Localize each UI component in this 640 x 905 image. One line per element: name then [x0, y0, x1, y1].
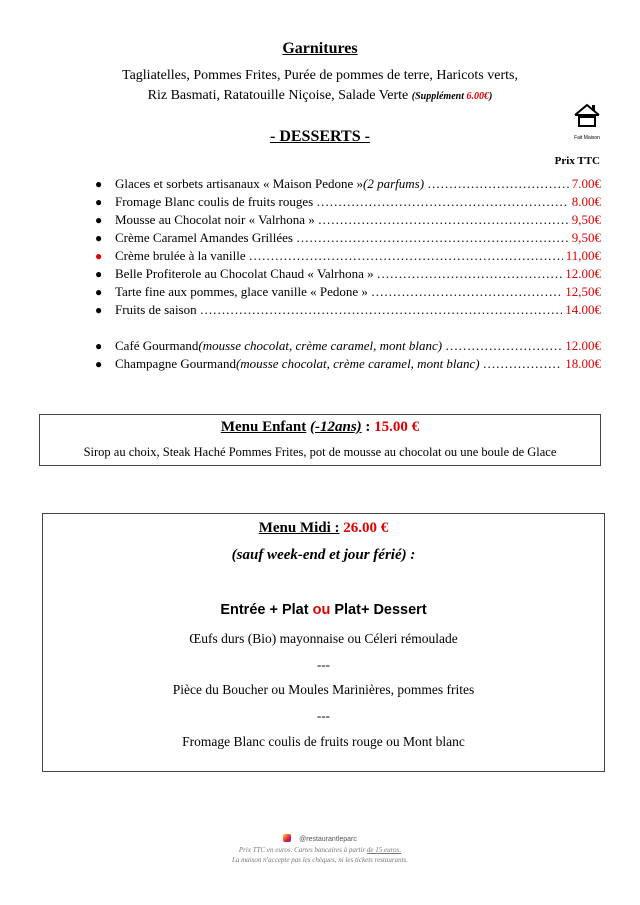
leader-dots — [427, 175, 569, 193]
dessert-name: Crème Caramel Amandes Grillées — [115, 230, 293, 245]
leader-dots — [200, 301, 563, 319]
leader-dots — [249, 247, 563, 265]
footer-line2: La maison n'accepte pas les chèques, ni les tickets restaurants. — [231, 856, 408, 864]
garnitures-line2 — [0, 86, 640, 107]
instagram-icon — [283, 834, 291, 842]
menu-midi-formula: Entrée + Plat ou Plat+ Dessert — [220, 602, 427, 618]
dessert-name: Fromage Blanc coulis de fruits rouges — [115, 194, 314, 209]
garnitures-line2-text: Riz Basmati, Ratatouille Niçoise, Salade Verte — [147, 88, 409, 103]
list-item — [95, 301, 601, 319]
list-item — [95, 337, 601, 355]
dessert-price: 9,50€ — [571, 230, 601, 245]
list-item — [95, 193, 601, 211]
dessert-price: 12,50€ — [565, 284, 601, 299]
garnitures-supplement: (Supplément 6.00€) — [411, 91, 493, 102]
dessert-price: 9,50€ — [571, 212, 601, 227]
list-item — [95, 355, 601, 373]
bullet-icon: ● — [95, 195, 103, 209]
dessert-price: 8.00€ — [571, 194, 601, 209]
dessert-name: Champagne Gourmand — [115, 356, 236, 371]
menu-enfant-title: Menu Enfant (-12ans) : 15.00 € — [220, 419, 420, 435]
fait-maison-caption: Fait Maison — [574, 135, 600, 141]
bullet-icon: ● — [95, 267, 103, 281]
garnitures-line1: Tagliatelles, Pommes Frites, Purée de pommes de terre, Haricots verts, — [122, 68, 518, 83]
bullet-icon: ● — [95, 177, 103, 191]
dessert-name: Mousse au Chocolat noir « Valrhona » — [115, 212, 315, 227]
dessert-name: Glaces et sorbets artisanaux « Maison Pedone » — [115, 176, 364, 191]
leader-dots — [445, 337, 562, 355]
dessert-name: Café Gourmand — [115, 338, 199, 353]
desserts-list — [95, 175, 601, 375]
menu-midi-separator: --- — [317, 708, 330, 723]
leader-dots — [371, 283, 562, 301]
dessert-price: 12.00€ — [565, 338, 601, 353]
desserts-title: - DESSERTS - — [270, 128, 370, 145]
leader-dots — [483, 355, 563, 373]
dessert-price: 7.00€ — [571, 176, 601, 191]
dessert-name: Tarte fine aux pommes, glace vanille « Pedone » — [115, 284, 368, 299]
bullet-icon: ● — [95, 231, 103, 245]
list-item — [95, 175, 601, 193]
menu-midi-separator: --- — [317, 657, 330, 672]
bullet-icon: ● — [95, 357, 103, 371]
footer-line1: Prix TTC en euros. Cartes bancaires à partir de 15 euros. — [238, 846, 402, 854]
bullet-icon: ● — [95, 285, 103, 299]
leader-dots — [296, 229, 569, 247]
menu-enfant-desc: Sirop au choix, Steak Haché Pommes Frites, pot de mousse au chocolat ou une boule de Glace — [83, 445, 557, 459]
prix-ttc-label: Prix TTC — [554, 155, 600, 167]
dessert-name: Fruits de saison — [115, 302, 197, 317]
menu-midi-title: Menu Midi : 26.00 € — [258, 520, 389, 536]
dessert-note: (mousse chocolat, crème caramel, mont blanc) — [235, 356, 480, 371]
menu-enfant-box — [39, 414, 601, 466]
bullet-icon: ● — [95, 249, 103, 263]
dessert-note: (mousse chocolat, crème caramel, mont blanc) — [198, 338, 443, 353]
menu-midi-dessert: Fromage Blanc coulis de fruits rouge ou Mont blanc — [182, 734, 465, 749]
dessert-note: (2 parfums) — [363, 176, 425, 191]
leader-dots — [316, 193, 569, 211]
menu-midi-plat: Pièce du Boucher ou Moules Marinières, pommes frites — [172, 682, 475, 697]
list-item — [95, 247, 601, 265]
list-item — [95, 265, 601, 283]
leader-dots — [318, 211, 569, 229]
dessert-price: 11,00€ — [565, 248, 601, 263]
garnitures-title: Garnitures — [282, 40, 358, 57]
instagram-handle: @restaurantleparc — [0, 834, 640, 843]
bullet-icon: ● — [95, 213, 103, 227]
bullet-icon: ● — [95, 339, 103, 353]
menu-midi-entree: Œufs durs (Bio) mayonnaise ou Céleri rémoulade — [189, 631, 458, 646]
dessert-price: 14.00€ — [565, 302, 601, 317]
menu-midi-condition: (sauf week-end et jour férié) : — [231, 547, 416, 563]
list-item — [95, 211, 601, 229]
bullet-icon: ● — [95, 303, 103, 317]
dessert-name: Crème brulée à la vanille — [115, 248, 246, 263]
dessert-price: 12.00€ — [565, 266, 601, 281]
dessert-name: Belle Profiterole au Chocolat Chaud « Valrhona » — [115, 266, 374, 281]
house-icon — [572, 103, 602, 129]
list-item — [95, 283, 601, 301]
fait-maison-logo — [568, 103, 606, 141]
menu-midi-box — [42, 513, 605, 772]
dessert-price: 18.00€ — [565, 356, 601, 371]
list-item — [95, 229, 601, 247]
leader-dots — [377, 265, 563, 283]
